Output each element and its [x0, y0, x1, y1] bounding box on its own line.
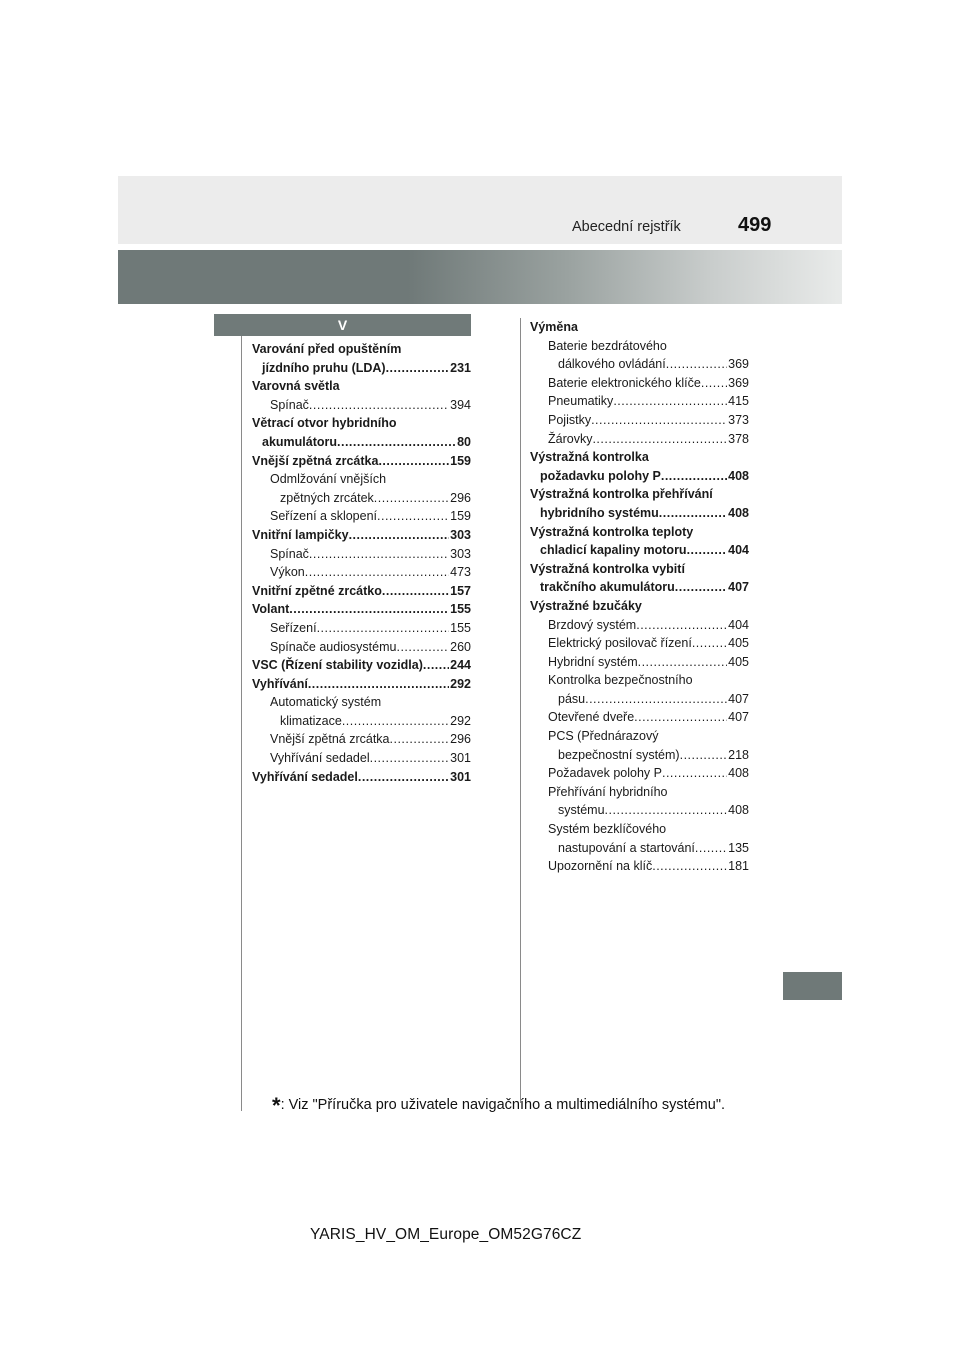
index-entry-text: Výkon — [270, 565, 305, 580]
thumb-index-tab — [783, 972, 842, 1000]
index-entry-line — [548, 355, 749, 374]
index-letter-header: V — [214, 314, 471, 336]
index-entry-text: klimatizace — [280, 713, 342, 728]
index-entry-page: 405 — [728, 654, 749, 669]
index-entry-line — [252, 675, 471, 694]
dot-leader — [652, 857, 727, 876]
index-entry-page: 408 — [728, 468, 749, 483]
index-entry-text: pásu — [558, 691, 586, 706]
index-column-left — [252, 340, 471, 786]
index-entry — [530, 783, 749, 820]
index-entry-line — [530, 578, 749, 597]
index-entry-line — [548, 392, 749, 411]
dot-leader — [308, 675, 449, 694]
index-entry-text: Pojistky — [548, 412, 592, 427]
index-entry-page: 408 — [728, 803, 749, 818]
index-entry — [252, 470, 471, 507]
index-entry-line — [548, 746, 749, 765]
dot-leader — [634, 708, 727, 727]
dot-leader — [659, 504, 727, 523]
index-entry-line — [252, 377, 471, 396]
index-entry-line — [270, 693, 471, 712]
index-entry-line — [270, 489, 471, 508]
index-entry — [530, 857, 749, 876]
index-entry-line — [548, 801, 749, 820]
index-entry — [252, 563, 471, 582]
dot-leader — [692, 634, 727, 653]
index-entry-line — [548, 653, 749, 672]
index-entry-line — [252, 656, 471, 675]
index-entry-page: 407 — [728, 580, 749, 595]
index-entry — [252, 656, 471, 675]
index-entry-page: 155 — [450, 602, 471, 617]
page-number: 499 — [738, 214, 772, 236]
index-entry — [252, 340, 471, 377]
dot-leader — [370, 749, 450, 768]
header-top-band — [118, 176, 842, 244]
index-entry-page: 407 — [728, 691, 749, 706]
index-entry — [252, 452, 471, 471]
index-entry-line — [548, 634, 749, 653]
index-entry — [252, 768, 471, 787]
dot-leader — [386, 359, 450, 378]
index-entry-line — [270, 638, 471, 657]
index-entry-line — [252, 340, 471, 359]
index-entry-line — [548, 820, 749, 839]
index-entry — [530, 560, 749, 597]
index-entry-page: 407 — [728, 710, 749, 725]
index-column-right — [530, 318, 749, 876]
index-entry-line — [548, 708, 749, 727]
dot-leader — [309, 396, 449, 415]
index-entry-text: Odmlžování vnějších — [270, 472, 387, 487]
index-entry-text: požadavku polohy P — [540, 468, 661, 483]
index-entry-text: Baterie elektronického klíče — [548, 375, 701, 390]
index-entry-text: trakčního akumulátoru — [540, 580, 675, 595]
index-entry-text: Spínače audiosystému — [270, 639, 397, 654]
index-entry-line — [252, 433, 471, 452]
index-entry — [252, 414, 471, 451]
index-entry-line — [548, 671, 749, 690]
dot-leader — [675, 578, 727, 597]
index-entry — [530, 671, 749, 708]
index-entry-text: Výstražná kontrolka teploty — [530, 524, 694, 539]
index-entry-page: 159 — [450, 509, 471, 524]
index-entry — [530, 597, 749, 616]
index-entry-text: akumulátoru — [262, 434, 338, 449]
index-entry-text: Otevřené dveře — [548, 710, 635, 725]
index-entry — [530, 634, 749, 653]
index-entry-text: dálkového ovládání — [558, 357, 666, 372]
dot-leader — [305, 563, 449, 582]
index-entry-line — [530, 541, 749, 560]
index-entry-page: 415 — [728, 394, 749, 409]
index-entry-text: Hybridní systém — [548, 654, 638, 669]
index-entry-page: 181 — [728, 859, 749, 874]
index-entry-line — [270, 396, 471, 415]
dot-leader — [337, 433, 456, 452]
index-entry-text: bezpečnostní systém) — [558, 747, 680, 762]
dot-leader — [638, 653, 728, 672]
index-entry-text: Baterie bezdrátového — [548, 338, 667, 353]
index-entry-page: 303 — [450, 527, 471, 542]
index-entry — [252, 638, 471, 657]
index-entry-page: 404 — [728, 543, 749, 558]
index-entry — [252, 749, 471, 768]
index-entry — [252, 730, 471, 749]
index-entry — [530, 337, 749, 374]
dot-leader — [317, 619, 450, 638]
index-entry-line — [548, 337, 749, 356]
index-entry-line — [270, 730, 471, 749]
index-entry-text: Výměna — [530, 320, 578, 334]
dot-leader — [342, 712, 449, 731]
index-entry — [530, 820, 749, 857]
index-entry-text: jízdního pruhu (LDA) — [262, 360, 386, 375]
index-entry-text: Žárovky — [548, 431, 593, 446]
index-entry-page: 369 — [728, 357, 749, 372]
dot-leader — [374, 489, 449, 508]
dot-leader — [680, 746, 728, 765]
section-title: Abecední rejstřík — [572, 219, 681, 235]
index-entry-text: nastupování a startování — [558, 840, 695, 855]
index-entry — [252, 545, 471, 564]
column-divider-middle — [520, 318, 521, 1103]
index-entry — [530, 708, 749, 727]
index-entry-text: Spínač — [270, 397, 309, 412]
dot-leader — [695, 839, 727, 858]
index-entry-text: Vyhřívání — [252, 676, 308, 691]
index-entry-line — [530, 318, 749, 337]
index-entry-line — [270, 507, 471, 526]
index-entry-text: systému — [558, 803, 605, 818]
index-entry-line — [270, 712, 471, 731]
index-entry — [530, 374, 749, 393]
index-entry — [530, 764, 749, 783]
index-entry — [530, 318, 749, 337]
index-entry-line — [252, 452, 471, 471]
index-entry-text: Požadavek polohy P — [548, 766, 662, 781]
index-entry-page: 473 — [450, 565, 471, 580]
index-entry-line — [530, 448, 749, 467]
footnote-text: : Viz "Příručka pro uživatele navigačního a multimediálního systému". — [280, 1097, 725, 1113]
index-entry — [530, 727, 749, 764]
dot-leader — [636, 616, 727, 635]
index-entry-text: chladicí kapaliny motoru — [540, 543, 687, 558]
index-entry-text: Pneumatiky — [548, 394, 614, 409]
index-entry-page: 260 — [450, 639, 471, 654]
index-entry-line — [530, 560, 749, 579]
column-divider-left — [241, 336, 242, 1111]
index-entry-text: Spínač — [270, 546, 309, 561]
index-entry-line — [548, 411, 749, 430]
index-entry — [530, 653, 749, 672]
index-entry-text: hybridního systému — [540, 505, 659, 520]
index-entry-text: Elektrický posilovač řízení — [548, 636, 692, 651]
index-entry — [252, 526, 471, 545]
index-entry-page: 303 — [450, 546, 471, 561]
index-entry-line — [252, 414, 471, 433]
dot-leader — [613, 392, 727, 411]
index-entry-text: zpětných zrcátek — [280, 490, 374, 505]
index-entry-text: Vnější zpětná zrcátka — [270, 732, 390, 747]
index-entry — [530, 392, 749, 411]
index-entry-line — [548, 374, 749, 393]
index-entry-text: Výstražná kontrolka přehřívání — [530, 487, 713, 502]
index-entry-page: 296 — [450, 732, 471, 747]
index-entry-page: 157 — [450, 583, 471, 598]
dot-leader — [289, 600, 449, 619]
index-entry-text: PCS (Přednárazový — [548, 729, 659, 744]
index-entry-text: Varovná světla — [252, 379, 340, 394]
document-id: YARIS_HV_OM_Europe_OM52G76CZ — [310, 1226, 582, 1243]
index-entry-text: Varování před opuštěním — [252, 342, 402, 356]
index-entry-line — [270, 545, 471, 564]
index-entry-line — [270, 563, 471, 582]
index-entry-line — [548, 839, 749, 858]
index-entry-line — [548, 764, 749, 783]
index-entry-text: Seřízení a sklopení — [270, 509, 378, 524]
index-entry-page: 404 — [728, 617, 749, 632]
index-entry-page: 159 — [450, 453, 471, 468]
index-entry-page: 292 — [450, 676, 471, 691]
dot-leader — [382, 582, 449, 601]
index-entry — [252, 600, 471, 619]
index-entry-page: 405 — [728, 636, 749, 651]
dot-leader — [605, 801, 728, 820]
index-entry — [252, 619, 471, 638]
index-entry-text: Výstražná kontrolka — [530, 450, 649, 465]
dot-leader — [591, 411, 727, 430]
index-entry-line — [530, 467, 749, 486]
index-entry — [530, 523, 749, 560]
index-entry-page: 408 — [728, 766, 749, 781]
index-entry-text: Vnější zpětná zrcátka — [252, 453, 379, 468]
index-entry — [252, 507, 471, 526]
dot-leader — [666, 355, 727, 374]
footnote-marker: * — [272, 1093, 281, 1118]
index-entry-page: 218 — [728, 747, 749, 762]
index-entry-page: 244 — [450, 658, 471, 673]
index-entry-line — [252, 359, 471, 378]
index-entry-text: Seřízení — [270, 620, 317, 635]
dot-leader — [585, 690, 727, 709]
index-entry-line — [270, 749, 471, 768]
index-entry-line — [548, 783, 749, 802]
dot-leader — [309, 545, 449, 564]
index-entry-text: Výstražné bzučáky — [530, 598, 642, 613]
index-entry-text: Upozornění na klíč — [548, 859, 653, 874]
index-entry — [530, 430, 749, 449]
index-entry-text: Vyhřívání sedadel — [270, 751, 370, 766]
dot-leader — [377, 507, 449, 526]
dot-leader — [423, 656, 449, 675]
index-entry-text: Automatický systém — [270, 695, 382, 710]
index-entry-text: Vyhřívání sedadel — [252, 769, 358, 784]
dot-leader — [662, 764, 727, 783]
index-entry — [530, 616, 749, 635]
index-entry — [252, 675, 471, 694]
index-entry-page: 155 — [450, 620, 471, 635]
index-entry-page: 373 — [728, 412, 749, 427]
index-entry-page: 378 — [728, 431, 749, 446]
index-entry-page: 369 — [728, 375, 749, 390]
index-entry-text: Systém bezklíčového — [548, 822, 667, 837]
index-entry — [530, 448, 749, 485]
index-entry-page: 408 — [728, 505, 749, 520]
index-entry-line — [548, 857, 749, 876]
index-entry-text: VSC (Řízení stability vozidla) — [252, 658, 423, 673]
index-entry — [530, 411, 749, 430]
index-entry-page: 394 — [450, 397, 471, 412]
index-entry-page: 292 — [450, 713, 471, 728]
index-entry-page: 135 — [728, 840, 749, 855]
index-entry-page: 296 — [450, 490, 471, 505]
index-entry-text: Brzdový systém — [548, 617, 637, 632]
index-entry-page: 301 — [450, 751, 471, 766]
index-entry-text: Vnitřní zpětné zrcátko — [252, 583, 382, 598]
index-entry-line — [252, 526, 471, 545]
footnote — [272, 1093, 725, 1119]
index-entry-page: 80 — [457, 434, 471, 449]
index-entry — [530, 485, 749, 522]
dot-leader — [358, 768, 449, 787]
index-entry-line — [548, 690, 749, 709]
index-entry-text: Kontrolka bezpečnostního — [548, 673, 693, 688]
index-entry-line — [270, 470, 471, 489]
index-entry — [252, 693, 471, 730]
index-entry-line — [252, 600, 471, 619]
index-entry-line — [548, 727, 749, 746]
dot-leader — [592, 430, 727, 449]
index-entry — [252, 582, 471, 601]
dot-leader — [349, 526, 450, 545]
index-entry-line — [530, 485, 749, 504]
index-entry — [252, 377, 471, 396]
index-entry-text: Volant — [252, 602, 290, 617]
index-entry-line — [270, 619, 471, 638]
index-entry-line — [548, 616, 749, 635]
dot-leader — [390, 730, 450, 749]
dot-leader — [701, 374, 727, 393]
header-gradient-band — [118, 250, 842, 304]
index-entry-page: 301 — [450, 769, 471, 784]
index-entry-line — [252, 768, 471, 787]
index-entry-line — [530, 597, 749, 616]
index-entry-line — [530, 504, 749, 523]
dot-leader — [687, 541, 728, 560]
dot-leader — [378, 452, 449, 471]
index-entry-line — [548, 430, 749, 449]
index-entry-line — [252, 582, 471, 601]
index-entry-page: 231 — [450, 360, 471, 375]
index-entry-line — [530, 523, 749, 542]
dot-leader — [661, 467, 727, 486]
index-entry-text: Výstražná kontrolka vybití — [530, 561, 685, 576]
index-entry-text: Vnitřní lampičky — [252, 527, 349, 542]
index-entry — [252, 396, 471, 415]
dot-leader — [396, 638, 449, 657]
index-entry-text: Přehřívání hybridního — [548, 784, 668, 799]
index-entry-text: Větrací otvor hybridního — [252, 416, 397, 431]
